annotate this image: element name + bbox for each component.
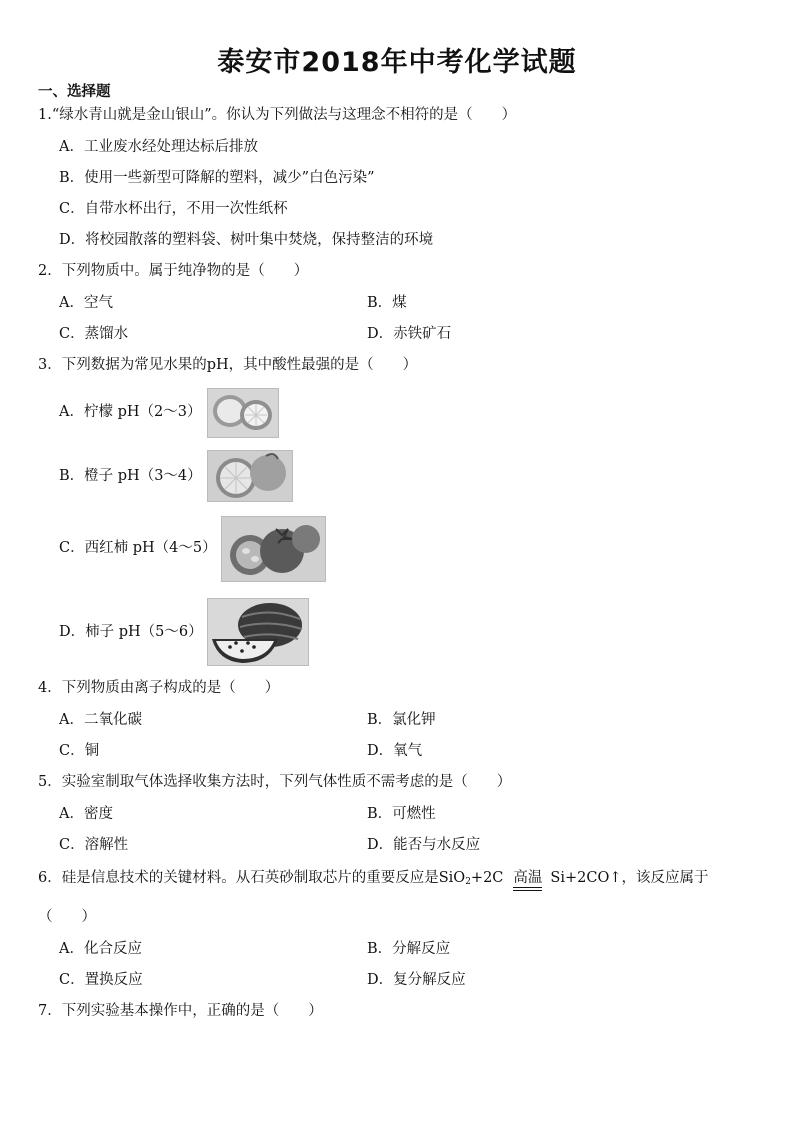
q4-option-a: A．二氧化碳 bbox=[59, 712, 142, 728]
q2-option-d: D．赤铁矿石 bbox=[367, 326, 452, 342]
q6-option-a: A．化合反应 bbox=[59, 941, 142, 957]
q4-option-b: B．氯化钾 bbox=[367, 712, 436, 728]
q2-option-a: A．空气 bbox=[59, 295, 113, 311]
q3-option-d: D．柿子 pH（5～6） bbox=[59, 624, 203, 640]
q4-option-c: C．铜 bbox=[59, 743, 100, 759]
q7-stem: 7．下列实验基本操作中，正确的是（ ） bbox=[38, 1003, 323, 1019]
q5-option-a: A．密度 bbox=[59, 806, 113, 822]
q1-option-c: C．自带水杯出行，不用一次性纸杯 bbox=[59, 201, 288, 217]
q4-option-d: D．氧气 bbox=[367, 743, 423, 759]
page-title: 泰安市2018年中考化学试题 bbox=[217, 47, 577, 78]
q1-stem: 1.“绿水青山就是金山银山”。你认为下列做法与这理念不相符的是（ ） bbox=[38, 107, 517, 123]
q6-option-c: C．置换反应 bbox=[59, 972, 143, 988]
q3-stem: 3．下列数据为常见水果的pH，其中酸性最强的是（ ） bbox=[38, 357, 418, 373]
section-heading: 一、选择题 bbox=[38, 84, 111, 100]
q1-option-d: D．将校园散落的塑料袋、树叶集中焚烧，保持整洁的环境 bbox=[59, 232, 434, 248]
q4-stem: 4．下列物质由离子构成的是（ ） bbox=[38, 680, 280, 696]
tomato-image bbox=[221, 516, 326, 582]
q5-option-d: D．能否与水反应 bbox=[367, 837, 481, 853]
reaction-equals-sign bbox=[513, 887, 542, 891]
reaction-condition bbox=[513, 870, 542, 891]
q2-stem: 2．下列物质中。属于纯净物的是（ ） bbox=[38, 263, 309, 279]
q3-option-a: A．柠檬 pH（2～3） bbox=[59, 404, 202, 420]
q3-option-c: C．西红柿 pH（4～5） bbox=[59, 540, 217, 556]
q6-reactant-tail: +2C bbox=[470, 870, 504, 886]
q2-option-c: C．蒸馏水 bbox=[59, 326, 129, 342]
q3-option-b: B．橙子 pH（3～4） bbox=[59, 468, 202, 484]
q1-option-b: B．使用一些新型可降解的塑料，减少”白色污染” bbox=[59, 170, 375, 186]
watermelon-image bbox=[207, 598, 309, 666]
lemon-image bbox=[207, 388, 279, 438]
q6-option-d: D．复分解反应 bbox=[367, 972, 466, 988]
q5-option-b: B．可燃性 bbox=[367, 806, 436, 822]
q6-stem bbox=[38, 868, 708, 892]
orange-image bbox=[207, 450, 293, 502]
reaction-condition-text: 高温 bbox=[513, 870, 543, 886]
q6-subscript: 2 bbox=[465, 877, 471, 887]
q6-option-b: B．分解反应 bbox=[367, 941, 451, 957]
q5-option-c: C．溶解性 bbox=[59, 837, 129, 853]
q6-products: Si+2CO↑，该反应属于 bbox=[550, 870, 709, 886]
q5-stem: 5．实验室制取气体选择收集方法时，下列气体性质不需考虑的是（ ） bbox=[38, 774, 512, 790]
q6-stem-continued: （ ） bbox=[38, 909, 96, 925]
q1-option-a: A．工业废水经处理达标后排放 bbox=[59, 139, 258, 155]
q6-stem-text: 6．硅是信息技术的关键材料。从石英砂制取芯片的重要反应是SiO bbox=[38, 870, 466, 886]
q2-option-b: B．煤 bbox=[367, 295, 407, 311]
